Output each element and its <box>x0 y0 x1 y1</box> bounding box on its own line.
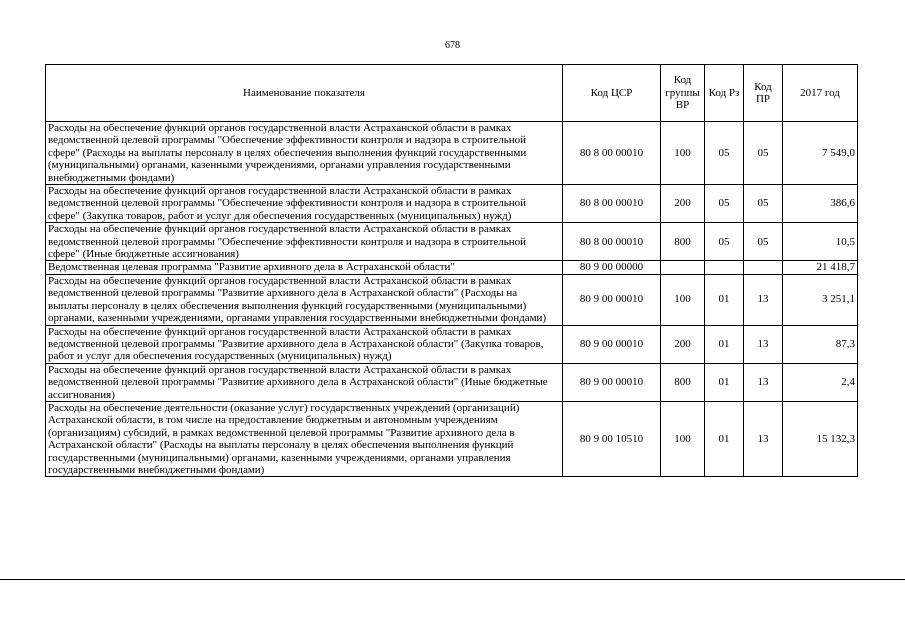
row-group-cell: 100 <box>661 274 705 325</box>
row-group-cell <box>661 261 705 274</box>
row-rz-cell: 01 <box>705 401 744 476</box>
budget-table <box>45 64 858 477</box>
table-row <box>46 363 858 401</box>
row-name-cell: Расходы на обеспечение деятельности (оказание услуг) государственных учреждений (организаций) Астраханской области, в том числе на предоставление бюджетным и автономным учреждениям (организациям) субсидий, в рамках ведомственной целевой программы "Развитие архивного дела в Астраханской области" (Расходы на выплаты персоналу в целях обеспечения выполнения функций государственными (муниципальными) органами, казенными учреждениями, органами управления государственными внебюджетными фондами) <box>46 401 563 476</box>
row-group-cell: 200 <box>661 325 705 363</box>
row-pr-cell: 13 <box>744 274 783 325</box>
row-name-cell: Расходы на обеспечение функций органов государственной власти Астраханской области в рамках ведомственной целевой программы "Развитие архивного дела в Астраханской области" (Иные бюджетные ассигнования) <box>46 363 563 401</box>
row-name-cell: Расходы на обеспечение функций органов государственной власти Астраханской области в рамках ведомственной целевой программы "Обеспечение эффективности контроля и надзора в строительной сфере" (Закупка товаров, работ и услуг для обеспечения государственных (муниципальных) нужд) <box>46 185 563 223</box>
row-group-cell: 100 <box>661 122 705 185</box>
table-row <box>46 274 858 325</box>
row-csr-cell: 80 9 00 00010 <box>563 363 661 401</box>
column-header-rz: Код Рз <box>705 65 744 122</box>
row-csr-cell: 80 9 00 00010 <box>563 274 661 325</box>
row-rz-cell: 01 <box>705 274 744 325</box>
row-name-cell: Расходы на обеспечение функций органов государственной власти Астраханской области в рамках ведомственной целевой программы "Развитие архивного дела в Астраханской области" (Расходы на выплаты персоналу в целях обеспечения выполнения функций государственными (муниципальными) органами, казенными учреждениями, органами управления государственными внебюджетными фондами) <box>46 274 563 325</box>
row-rz-cell: 05 <box>705 223 744 261</box>
row-amount-cell: 7 549,0 <box>783 122 858 185</box>
column-header-csr: Код ЦСР <box>563 65 661 122</box>
row-group-cell: 200 <box>661 185 705 223</box>
row-name-cell: Расходы на обеспечение функций органов государственной власти Астраханской области в рамках ведомственной целевой программы "Обеспечение эффективности контроля и надзора в строительной сфере" (Расходы на выплаты персоналу в целях обеспечения выполнения функций государственными (муниципальными) органами, казенными учреждениями, органами управления государственными внебюджетными фондами) <box>46 122 563 185</box>
table-row <box>46 325 858 363</box>
row-amount-cell: 386,6 <box>783 185 858 223</box>
row-rz-cell: 01 <box>705 363 744 401</box>
row-csr-cell: 80 8 00 00010 <box>563 122 661 185</box>
row-rz-cell: 05 <box>705 122 744 185</box>
row-rz-cell: 05 <box>705 185 744 223</box>
table-row <box>46 261 858 274</box>
row-amount-cell: 21 418,7 <box>783 261 858 274</box>
row-name-cell: Ведомственная целевая программа "Развитие архивного дела в Астраханской области" <box>46 261 563 274</box>
row-pr-cell: 13 <box>744 401 783 476</box>
table-header-row <box>46 65 858 122</box>
row-amount-cell: 10,5 <box>783 223 858 261</box>
row-pr-cell: 13 <box>744 363 783 401</box>
row-csr-cell: 80 9 00 10510 <box>563 401 661 476</box>
table-row <box>46 223 858 261</box>
row-amount-cell: 15 132,3 <box>783 401 858 476</box>
row-pr-cell <box>744 261 783 274</box>
row-group-cell: 100 <box>661 401 705 476</box>
table-row <box>46 401 858 476</box>
row-name-cell: Расходы на обеспечение функций органов государственной власти Астраханской области в рамках ведомственной целевой программы "Обеспечение эффективности контроля и надзора в строительной сфере" (Иные бюджетные ассигнования) <box>46 223 563 261</box>
row-pr-cell: 13 <box>744 325 783 363</box>
row-rz-cell <box>705 261 744 274</box>
table-row <box>46 185 858 223</box>
row-rz-cell: 01 <box>705 325 744 363</box>
page-cut-line <box>0 579 905 580</box>
row-amount-cell: 87,3 <box>783 325 858 363</box>
row-csr-cell: 80 8 00 00010 <box>563 185 661 223</box>
column-header-pr: Код ПР <box>744 65 783 122</box>
column-header-group: Код группы ВР <box>661 65 705 122</box>
row-amount-cell: 2,4 <box>783 363 858 401</box>
row-amount-cell: 3 251,1 <box>783 274 858 325</box>
row-group-cell: 800 <box>661 363 705 401</box>
row-pr-cell: 05 <box>744 122 783 185</box>
row-pr-cell: 05 <box>744 185 783 223</box>
row-name-cell: Расходы на обеспечение функций органов государственной власти Астраханской области в рамках ведомственной целевой программы "Развитие архивного дела в Астраханской области" (Закупка товаров, работ и услуг для обеспечения государственных (муниципальных) нужд) <box>46 325 563 363</box>
row-csr-cell: 80 8 00 00010 <box>563 223 661 261</box>
row-group-cell: 800 <box>661 223 705 261</box>
column-header-name: Наименование показателя <box>46 65 563 122</box>
row-csr-cell: 80 9 00 00010 <box>563 325 661 363</box>
row-csr-cell: 80 9 00 00000 <box>563 261 661 274</box>
row-pr-cell: 05 <box>744 223 783 261</box>
page-number: 678 <box>445 40 460 51</box>
table-row <box>46 122 858 185</box>
column-header-year: 2017 год <box>783 65 858 122</box>
